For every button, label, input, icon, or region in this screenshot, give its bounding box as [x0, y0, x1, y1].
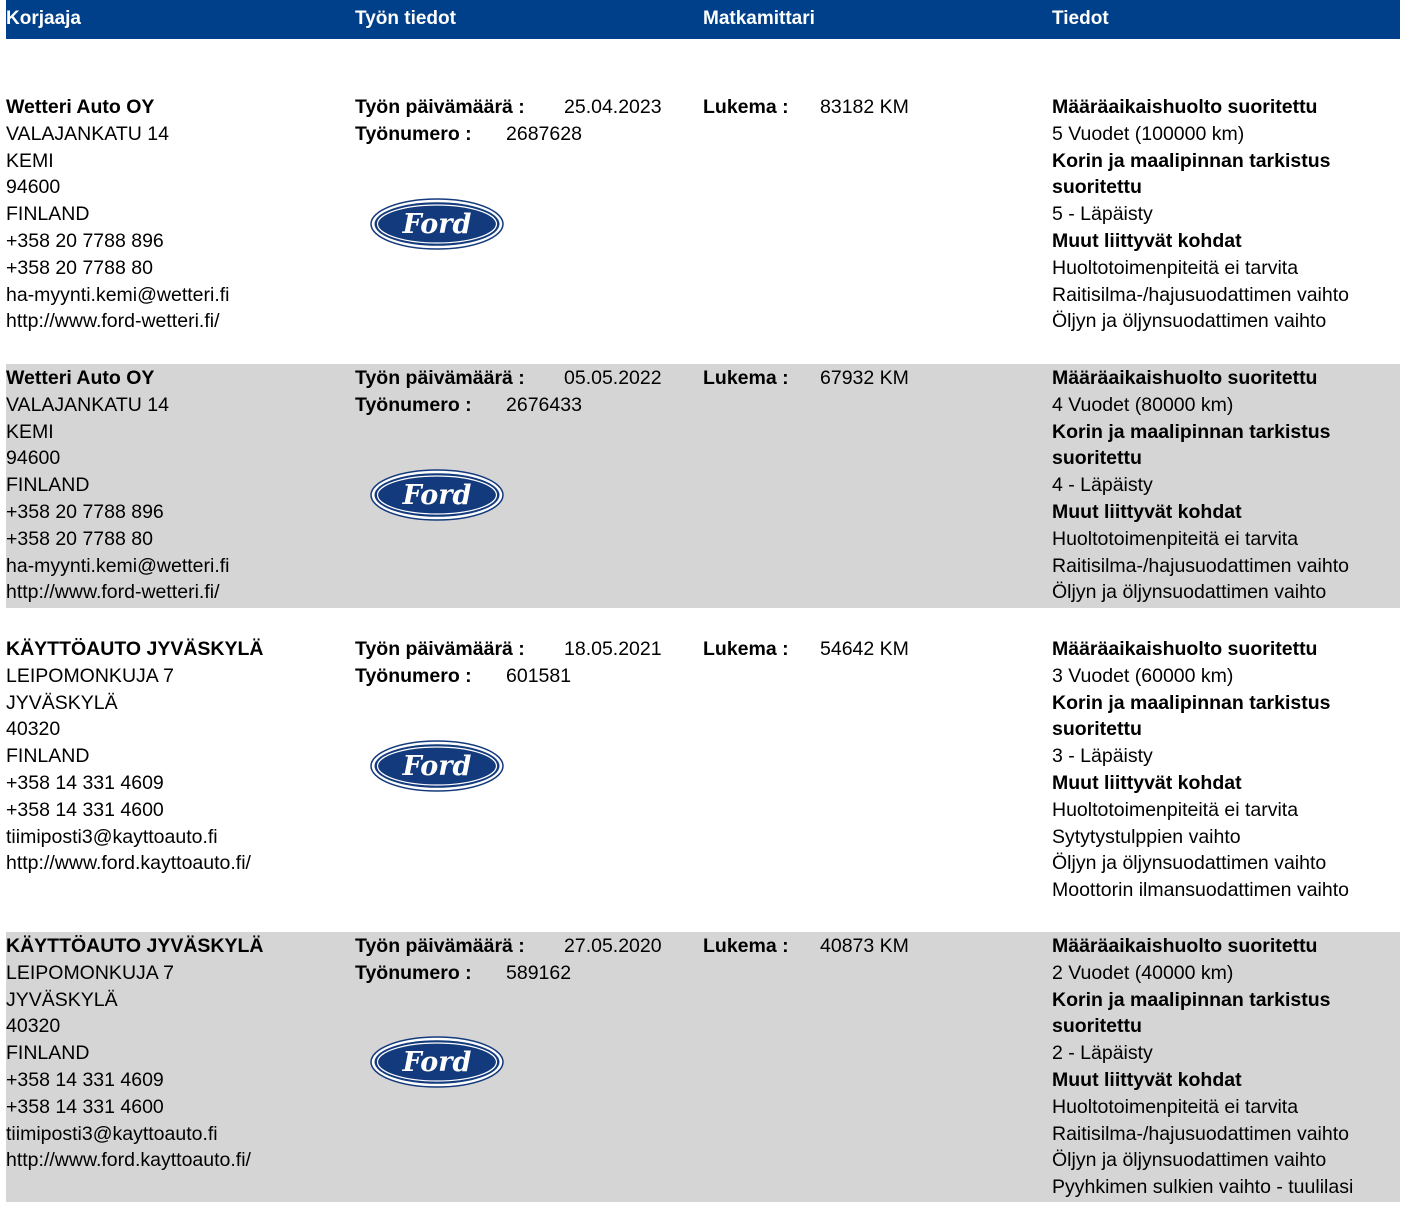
work-date-label: Työn päivämäärä :: [355, 367, 525, 389]
repairer-column: [6, 933, 264, 1174]
odometer-column: [703, 636, 909, 663]
work-info-column: [355, 636, 662, 690]
work-date-label: Työn päivämäärä :: [355, 638, 525, 660]
work-date: [355, 94, 662, 121]
odometer-column: [703, 365, 909, 392]
work-date-value: 05.05.2022: [564, 367, 662, 389]
repairer-website: http://www.ford.kayttoauto.fi/: [6, 1149, 251, 1172]
body-check-title-cont: suoritettu: [1052, 718, 1142, 741]
repairer-name: KÄYTTÖAUTO JYVÄSKYLÄ: [6, 935, 264, 957]
work-number-value: 601581: [506, 664, 572, 687]
odometer-column: [703, 933, 909, 960]
work-number-value: 2687628: [506, 122, 582, 145]
work-number-label: Työnumero :: [355, 961, 472, 984]
details-column: [1052, 933, 1353, 1201]
odometer: [703, 933, 909, 960]
other-items-title: Muut liittyvät kohdat: [1052, 1068, 1242, 1091]
repairer-street: VALAJANKATU 14: [6, 393, 169, 416]
other-items-title: Muut liittyvät kohdat: [1052, 771, 1242, 794]
repairer-website: http://www.ford.kayttoauto.fi/: [6, 852, 251, 875]
repairer-phone: +358 14 331 4600: [6, 798, 164, 821]
repairer-column: [6, 365, 230, 606]
service-value: 3 Vuodet (60000 km): [1052, 664, 1234, 687]
other-item: Huoltotoimenpiteitä ei tarvita: [1052, 256, 1299, 279]
ford-logo-text: Ford: [402, 1047, 472, 1078]
service-record: [6, 94, 1400, 362]
other-item: Öljyn ja öljynsuodattimen vaihto: [1052, 1149, 1327, 1172]
table-header: [6, 0, 1400, 39]
ford-logo-text: Ford: [402, 480, 472, 511]
repairer-email: tiimiposti3@kayttoauto.fi: [6, 825, 218, 848]
service-value: 5 Vuodet (100000 km): [1052, 122, 1245, 145]
work-number-value: 2676433: [506, 393, 582, 416]
repairer-phone: +358 20 7788 896: [6, 229, 164, 252]
odometer-value: 83182 KM: [820, 96, 909, 118]
work-date: [355, 636, 662, 663]
other-item: Raitisilma-/hajusuodattimen vaihto: [1052, 1122, 1349, 1145]
repairer-phone: +358 14 331 4609: [6, 1068, 164, 1091]
repairer-website: http://www.ford-wetteri.fi/: [6, 581, 220, 604]
service-record: [6, 636, 1400, 906]
odometer: [703, 636, 909, 663]
work-number-label: Työnumero :: [355, 122, 472, 145]
other-items-title: Muut liittyvät kohdat: [1052, 229, 1242, 252]
ford-logo-text: Ford: [402, 751, 472, 782]
service-title: Määräaikaishuolto suoritettu: [1052, 935, 1318, 957]
details-column: [1052, 636, 1349, 904]
service-record: [6, 932, 1400, 1202]
other-item: Öljyn ja öljynsuodattimen vaihto: [1052, 581, 1327, 604]
body-check-title-cont: suoritettu: [1052, 1015, 1142, 1038]
odometer-label: Lukema :: [703, 367, 789, 389]
repairer-name: KÄYTTÖAUTO JYVÄSKYLÄ: [6, 638, 264, 660]
body-check-title: Korin ja maalipinnan tarkistus: [1052, 420, 1331, 443]
odometer-label: Lukema :: [703, 96, 789, 118]
ford-logo: [370, 1036, 504, 1088]
odometer-label: Lukema :: [703, 638, 789, 660]
body-check-title: Korin ja maalipinnan tarkistus: [1052, 988, 1331, 1011]
work-info-column: [355, 933, 662, 987]
other-item: Moottorin ilmansuodattimen vaihto: [1052, 879, 1349, 902]
work-date-value: 25.04.2023: [564, 96, 662, 118]
service-record: [6, 364, 1400, 608]
odometer: [703, 94, 909, 121]
other-item: Huoltotoimenpiteitä ei tarvita: [1052, 798, 1299, 821]
header-tyon-tiedot: Työn tiedot: [355, 8, 456, 29]
other-items-title: Muut liittyvät kohdat: [1052, 500, 1242, 523]
repairer-column: [6, 636, 264, 877]
other-item: Raitisilma-/hajusuodattimen vaihto: [1052, 554, 1349, 577]
repairer-email: ha-myynti.kemi@wetteri.fi: [6, 554, 230, 577]
body-check-value: 5 - Läpäisty: [1052, 203, 1153, 226]
repairer-city: KEMI: [6, 420, 54, 443]
ford-logo: [370, 198, 504, 250]
repairer-city: JYVÄSKYLÄ: [6, 988, 118, 1011]
details-column: [1052, 365, 1349, 606]
work-number: [355, 663, 662, 690]
body-check-title-cont: suoritettu: [1052, 447, 1142, 470]
service-title: Määräaikaishuolto suoritettu: [1052, 638, 1318, 660]
repairer-email: ha-myynti.kemi@wetteri.fi: [6, 283, 230, 306]
header-tiedot: Tiedot: [1052, 8, 1109, 29]
other-item: Sytytystulppien vaihto: [1052, 825, 1241, 848]
work-number-label: Työnumero :: [355, 393, 472, 416]
repairer-postal: 40320: [6, 718, 61, 741]
odometer-value: 67932 KM: [820, 367, 909, 389]
work-date: [355, 933, 662, 960]
repairer-country: FINLAND: [6, 474, 90, 497]
odometer: [703, 365, 909, 392]
repairer-country: FINLAND: [6, 203, 90, 226]
work-number-value: 589162: [506, 961, 572, 984]
other-item: Raitisilma-/hajusuodattimen vaihto: [1052, 283, 1349, 306]
service-value: 4 Vuodet (80000 km): [1052, 393, 1234, 416]
other-item: Öljyn ja öljynsuodattimen vaihto: [1052, 852, 1327, 875]
repairer-country: FINLAND: [6, 745, 90, 768]
body-check-value: 3 - Läpäisty: [1052, 745, 1153, 768]
work-number: [355, 121, 662, 148]
odometer-column: [703, 94, 909, 121]
other-item: Huoltotoimenpiteitä ei tarvita: [1052, 1095, 1299, 1118]
work-number-label: Työnumero :: [355, 664, 472, 687]
odometer-value: 54642 KM: [820, 638, 909, 660]
body-check-title: Korin ja maalipinnan tarkistus: [1052, 691, 1331, 714]
repairer-website: http://www.ford-wetteri.fi/: [6, 310, 220, 333]
repairer-name: Wetteri Auto OY: [6, 367, 155, 389]
repairer-street: LEIPOMONKUJA 7: [6, 664, 174, 687]
repairer-phone: +358 14 331 4609: [6, 771, 164, 794]
body-check-title-cont: suoritettu: [1052, 176, 1142, 199]
body-check-value: 4 - Läpäisty: [1052, 474, 1153, 497]
work-info-column: [355, 365, 662, 419]
repairer-postal: 94600: [6, 176, 61, 199]
ford-logo-text: Ford: [402, 209, 472, 240]
work-number: [355, 392, 662, 419]
odometer-label: Lukema :: [703, 935, 789, 957]
header-matkamittari: Matkamittari: [703, 8, 815, 29]
repairer-phone: +358 14 331 4600: [6, 1095, 164, 1118]
ford-logo: [370, 740, 504, 792]
work-date-label: Työn päivämäärä :: [355, 935, 525, 957]
header-korjaaja: Korjaaja: [6, 8, 81, 29]
work-date-value: 27.05.2020: [564, 935, 662, 957]
repairer-country: FINLAND: [6, 1042, 90, 1065]
repairer-street: VALAJANKATU 14: [6, 122, 169, 145]
repairer-city: JYVÄSKYLÄ: [6, 691, 118, 714]
repairer-phone: +358 20 7788 896: [6, 500, 164, 523]
odometer-value: 40873 KM: [820, 935, 909, 957]
service-value: 2 Vuodet (40000 km): [1052, 961, 1234, 984]
work-date: [355, 365, 662, 392]
repairer-postal: 40320: [6, 1015, 61, 1038]
repairer-phone: +358 20 7788 80: [6, 256, 153, 279]
work-info-column: [355, 94, 662, 148]
work-number: [355, 960, 662, 987]
repairer-street: LEIPOMONKUJA 7: [6, 961, 174, 984]
work-date-label: Työn päivämäärä :: [355, 96, 525, 118]
service-title: Määräaikaishuolto suoritettu: [1052, 96, 1318, 118]
repairer-postal: 94600: [6, 447, 61, 470]
body-check-title: Korin ja maalipinnan tarkistus: [1052, 149, 1331, 172]
ford-logo: [370, 469, 504, 521]
other-item: Huoltotoimenpiteitä ei tarvita: [1052, 527, 1299, 550]
repairer-phone: +358 20 7788 80: [6, 527, 153, 550]
repairer-column: [6, 94, 230, 335]
work-date-value: 18.05.2021: [564, 638, 662, 660]
repairer-name: Wetteri Auto OY: [6, 96, 155, 118]
details-column: [1052, 94, 1349, 335]
other-item: Öljyn ja öljynsuodattimen vaihto: [1052, 310, 1327, 333]
repairer-city: KEMI: [6, 149, 54, 172]
other-item: Pyyhkimen sulkien vaihto - tuulilasi: [1052, 1176, 1354, 1199]
body-check-value: 2 - Läpäisty: [1052, 1042, 1153, 1065]
service-title: Määräaikaishuolto suoritettu: [1052, 367, 1318, 389]
repairer-email: tiimiposti3@kayttoauto.fi: [6, 1122, 218, 1145]
